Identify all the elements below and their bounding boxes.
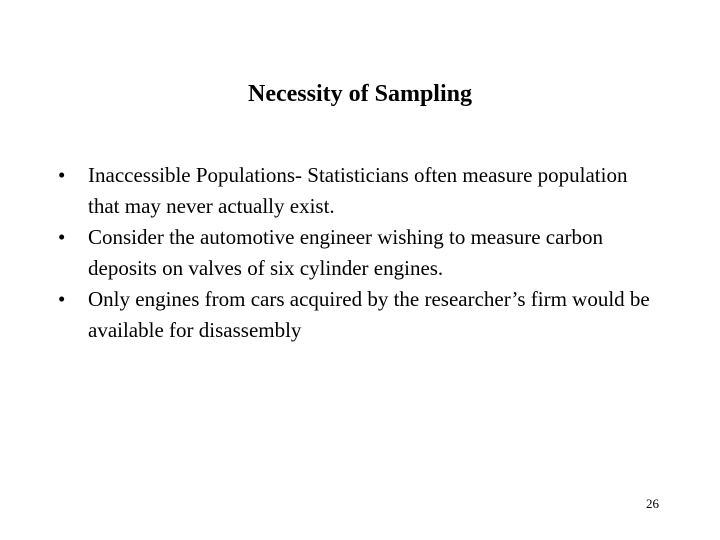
page-number: 26 <box>646 496 659 511</box>
bullet-text: Only engines from cars acquired by the researcher’s firm would be available for disassembly <box>88 287 650 342</box>
bullet-list <box>58 160 658 346</box>
bullet-item <box>58 160 658 222</box>
slide-title: Necessity of Sampling <box>248 81 472 107</box>
bullet-marker: • <box>58 287 66 311</box>
bullet-text: Consider the automotive engineer wishing to measure carbon deposits on valves of six cylinder engines. <box>88 225 603 280</box>
bullet-marker: • <box>58 163 66 187</box>
bullet-text: Inaccessible Populations- Statisticians often measure population that may never actually exist. <box>88 163 628 218</box>
bullet-item <box>58 284 658 346</box>
bullet-marker: • <box>58 225 66 249</box>
bullet-item <box>58 222 658 284</box>
